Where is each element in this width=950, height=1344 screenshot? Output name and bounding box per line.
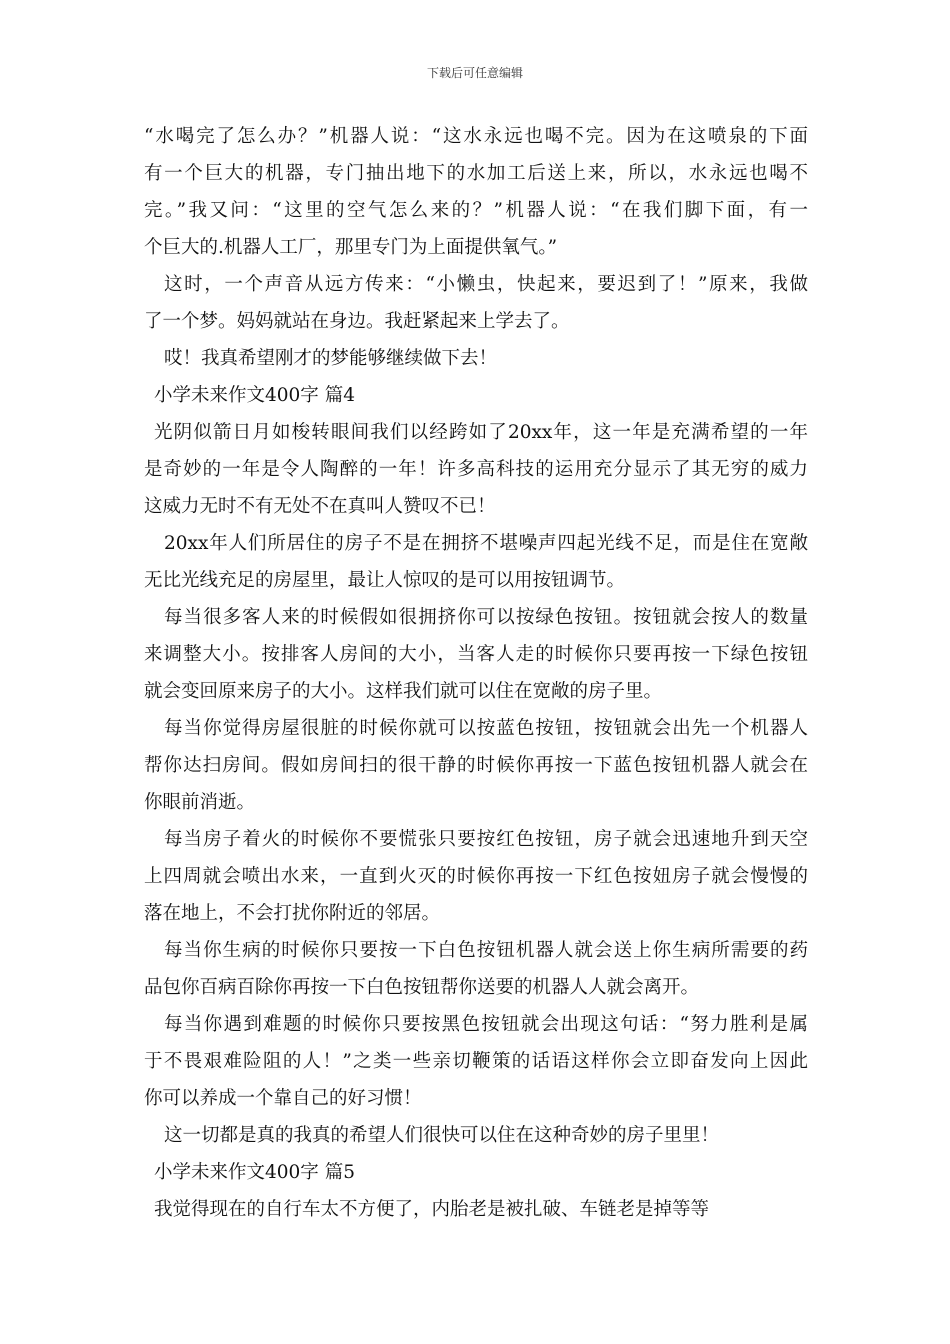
paragraph-line: 品包你百病百除你再按一下白色按钮帮你送要的机器人人就会离开。: [144, 977, 700, 998]
paragraph-line: 你可以养成一个靠自己的好习惯！: [144, 1088, 422, 1109]
paragraph-line: 每当房子着火的时候你不要慌张只要按红色按钮，房子就会迅速地升到天空: [164, 829, 808, 850]
paragraph-line: 完。”我又问：“这里的空气怎么来的？”机器人说：“在我们脚下面，有一: [144, 200, 808, 221]
paragraph-line: “水喝完了怎么办？”机器人说：“这水永远也喝不完。因为在这喷泉的下面: [144, 126, 808, 147]
paragraph-line: 于不畏艰难险阻的人！”之类一些亲切鞭策的话语这样你会立即奋发向上因此: [144, 1051, 808, 1072]
paragraph-line: 有一个巨大的机器，专门抽出地下的水加工后送上来，所以，水永远也喝不: [144, 163, 808, 184]
paragraph-line: 落在地上，不会打扰你附近的邻居。: [144, 903, 441, 924]
paragraph-line: 上四周就会喷出水来，一直到火灭的时候你再按一下红色按妞房子就会慢慢的: [144, 866, 808, 887]
paragraph-line: 是奇妙的一年是令人陶醉的一年！许多高科技的运用充分显示了其无穷的威力: [144, 459, 808, 480]
paragraph-line: 每当你觉得房屋很脏的时候你就可以按蓝色按钮，按钮就会出先一个机器人: [164, 718, 808, 739]
paragraph-line: 每当很多客人来的时候假如很拥挤你可以按绿色按钮。按钮就会按人的数量: [164, 607, 808, 628]
paragraph-line: 哎！我真希望刚才的梦能够继续做下去！: [164, 348, 498, 369]
paragraph-line: 这威力无时不有无处不在真叫人赞叹不已！: [144, 496, 496, 517]
paragraph-line: 个巨大的.机器人工厂，那里专门为上面提供氧气。”: [144, 237, 558, 258]
paragraph-line: 这时，一个声音从远方传来：“小懒虫，快起来，要迟到了！”原来，我做: [164, 274, 808, 295]
paragraph-line: 无比光线充足的房屋里，最让人惊叹的是可以用按钮调节。: [144, 570, 626, 591]
paragraph-line: 我觉得现在的自行车太不方便了，内胎老是被扎破、车链老是掉等等: [154, 1199, 710, 1220]
paragraph-line: 20xx年人们所居住的房子不是在拥挤不堪噪声四起光线不足，而是住在宽敞: [164, 533, 808, 554]
paragraph-line: 你眼前消逝。: [144, 792, 256, 813]
section-heading: 小学未来作文400字 篇4: [154, 385, 355, 406]
paragraph-line: 每当你遇到难题的时候你只要按黑色按钮就会出现这句话：“努力胜利是属: [164, 1014, 808, 1035]
page-header: 下载后可任意编辑: [426, 66, 523, 80]
paragraph-line: 帮你达扫房间。假如房间扫的很干静的时候你再按一下蓝色按钮机器人就会在: [144, 755, 808, 776]
paragraph-line: 了一个梦。妈妈就站在身边。我赶紧起来上学去了。: [144, 311, 570, 332]
paragraph-line: 就会变回原来房子的大小。这样我们就可以住在宽敞的房子里。: [144, 681, 663, 702]
section-heading: 小学未来作文400字 篇5: [154, 1162, 355, 1183]
paragraph-line: 这一切都是真的我真的希望人们很快可以住在这种奇妙的房子里里！: [164, 1125, 720, 1146]
document-body: [144, 118, 808, 1228]
paragraph-line: 来调整大小。按排客人房间的大小，当客人走的时候你只要再按一下绿色按钮: [144, 644, 808, 665]
paragraph-line: 每当你生病的时候你只要按一下白色按钮机器人就会送上你生病所需要的药: [164, 940, 808, 961]
paragraph-line: 光阴似箭日月如梭转眼间我们以经跨如了20xx年，这一年是充满希望的一年: [154, 422, 808, 443]
